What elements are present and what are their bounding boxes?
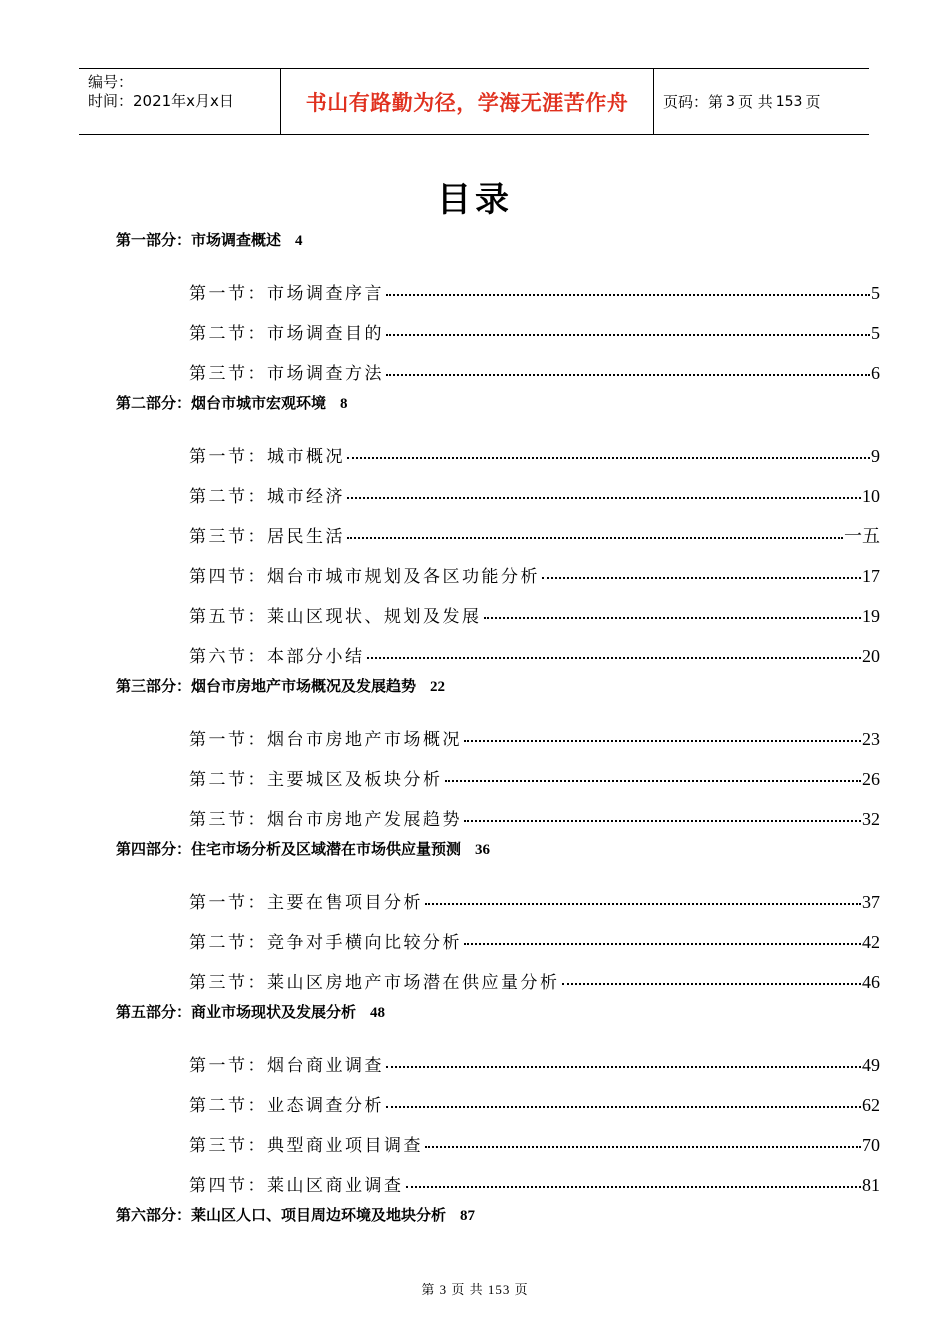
- entry-label: 第一节：烟台商业调查: [189, 1056, 384, 1076]
- toc-entry[interactable]: [189, 968, 880, 993]
- time-label: 时间：2021年x月x日: [88, 92, 234, 110]
- entry-label: 第二节：主要城区及板块分析: [189, 770, 443, 790]
- entry-page-number: 9: [871, 446, 880, 466]
- entry-page-number: 5: [871, 323, 880, 343]
- entry-label: 第二节：市场调查目的: [189, 324, 384, 344]
- entry-label: 第二节：竞争对手横向比较分析: [189, 933, 462, 953]
- part-page-number: 4: [295, 233, 303, 249]
- entry-label: 第一节：烟台市房地产市场概况: [189, 730, 462, 750]
- entry-label: 第六节：本部分小结: [189, 647, 365, 667]
- entry-page-number: 26: [862, 769, 880, 789]
- part-label: 第三部分：烟台市房地产市场概况及发展趋势: [116, 677, 417, 695]
- part-page-number: 22: [430, 679, 446, 695]
- footer-total: 153: [487, 1282, 511, 1297]
- dot-leader: [406, 1186, 862, 1188]
- entry-label: 第二节：城市经济: [189, 487, 345, 507]
- dot-leader: [347, 497, 861, 499]
- toc-part-heading: [116, 1204, 475, 1225]
- toc-entry[interactable]: [189, 319, 880, 344]
- entry-label: 第三节：典型商业项目调查: [189, 1136, 423, 1156]
- entry-page-number: 49: [862, 1055, 880, 1075]
- page-suffix: 页: [805, 93, 821, 111]
- entry-label: 第五节：莱山区现状、规划及发展: [189, 607, 482, 627]
- dot-leader: [464, 740, 861, 742]
- toc-entry[interactable]: [189, 602, 880, 627]
- toc-entry[interactable]: [189, 765, 880, 790]
- toc-entry[interactable]: [189, 928, 880, 953]
- toc-entry[interactable]: [189, 1051, 880, 1076]
- toc-part-heading: [116, 838, 490, 859]
- dot-leader: [367, 657, 862, 659]
- toc-title: 目录: [437, 180, 513, 220]
- footer-middle: 页 共: [451, 1282, 484, 1297]
- page-middle: 页 共: [737, 93, 773, 111]
- toc-entry[interactable]: [189, 359, 880, 384]
- entry-label: 第一节：市场调查序言: [189, 284, 384, 304]
- toc-entry[interactable]: [189, 1171, 880, 1196]
- page-current: 3: [726, 93, 735, 110]
- footer-suffix: 页: [514, 1282, 529, 1297]
- toc-entry[interactable]: [189, 562, 880, 587]
- part-page-number: 48: [370, 1005, 386, 1021]
- dot-leader: [425, 903, 861, 905]
- entry-label: 第三节：居民生活: [189, 527, 345, 547]
- dot-leader: [386, 334, 870, 336]
- toc-entry[interactable]: [189, 725, 880, 750]
- part-label: 第一部分：市场调查概述: [116, 231, 282, 249]
- toc-part-heading: [116, 392, 348, 413]
- entry-page-number: 10: [862, 486, 880, 506]
- entry-label: 第二节：业态调查分析: [189, 1096, 384, 1116]
- toc-entry[interactable]: [189, 522, 880, 548]
- dot-leader: [542, 577, 861, 579]
- toc-part-heading: [116, 675, 445, 696]
- dot-leader: [386, 1066, 861, 1068]
- footer-prefix: 第: [421, 1282, 436, 1297]
- dot-leader: [425, 1146, 861, 1148]
- entry-label: 第四节：莱山区商业调查: [189, 1176, 404, 1196]
- toc-entry[interactable]: [189, 1091, 880, 1116]
- entry-page-number: 42: [862, 932, 880, 952]
- dot-leader: [347, 537, 843, 539]
- entry-label: 第三节：莱山区房地产市场潜在供应量分析: [189, 973, 560, 993]
- toc-entry[interactable]: [189, 1131, 880, 1156]
- entry-label: 第三节：烟台市房地产发展趋势: [189, 810, 462, 830]
- page-total: 153: [775, 93, 803, 110]
- dot-leader: [562, 983, 862, 985]
- part-page-number: 8: [340, 396, 348, 412]
- header-info-cell: [79, 69, 281, 134]
- part-label: 第四部分：住宅市场分析及区域潜在市场供应量预测: [116, 840, 462, 858]
- entry-label: 第三节：市场调查方法: [189, 364, 384, 384]
- part-page-number: 36: [475, 842, 491, 858]
- header-page-info: [654, 69, 869, 134]
- entry-page-number: 32: [862, 809, 880, 829]
- dot-leader: [347, 457, 870, 459]
- dot-leader: [464, 943, 861, 945]
- toc-entry[interactable]: [189, 805, 880, 830]
- entry-label: 第一节：主要在售项目分析: [189, 893, 423, 913]
- dot-leader: [386, 1106, 861, 1108]
- entry-page-number: 62: [862, 1095, 880, 1115]
- footer-current: 3: [439, 1282, 448, 1297]
- entry-page-number: 81: [862, 1175, 880, 1195]
- toc-entry[interactable]: [189, 482, 880, 507]
- entry-page-number: 37: [862, 892, 880, 912]
- toc-part-heading: [116, 229, 303, 250]
- entry-page-number: 70: [862, 1135, 880, 1155]
- entry-page-number: 一五: [844, 526, 880, 546]
- entry-page-number: 17: [862, 566, 880, 586]
- page-prefix: 页码：第: [663, 93, 724, 111]
- part-page-number: 87: [460, 1208, 476, 1224]
- toc-entry[interactable]: [189, 442, 880, 467]
- toc-entry[interactable]: [189, 888, 880, 913]
- entry-page-number: 6: [871, 363, 880, 383]
- dot-leader: [386, 374, 870, 376]
- entry-page-number: 20: [862, 646, 880, 666]
- number-label: 编号：: [88, 73, 134, 91]
- motto: 书山有路勤为径，学海无涯苦作舟: [281, 69, 654, 134]
- entry-page-number: 5: [871, 283, 880, 303]
- part-label: 第六部分：莱山区人口、项目周边环境及地块分析: [116, 1206, 447, 1224]
- dot-leader: [484, 617, 862, 619]
- entry-label: 第四节：烟台市城市规划及各区功能分析: [189, 567, 540, 587]
- dot-leader: [386, 294, 870, 296]
- page-header: [79, 68, 869, 135]
- entry-page-number: 23: [862, 729, 880, 749]
- dot-leader: [445, 780, 862, 782]
- entry-label: 第一节：城市概况: [189, 447, 345, 467]
- toc-entry[interactable]: [189, 642, 880, 667]
- dot-leader: [464, 820, 861, 822]
- part-label: 第二部分：烟台市城市宏观环境: [116, 394, 327, 412]
- entry-page-number: 46: [862, 972, 880, 992]
- page-footer: [0, 1279, 950, 1298]
- toc-entry[interactable]: [189, 279, 880, 304]
- part-label: 第五部分：商业市场现状及发展分析: [116, 1003, 357, 1021]
- toc-part-heading: [116, 1001, 385, 1022]
- entry-page-number: 19: [862, 606, 880, 626]
